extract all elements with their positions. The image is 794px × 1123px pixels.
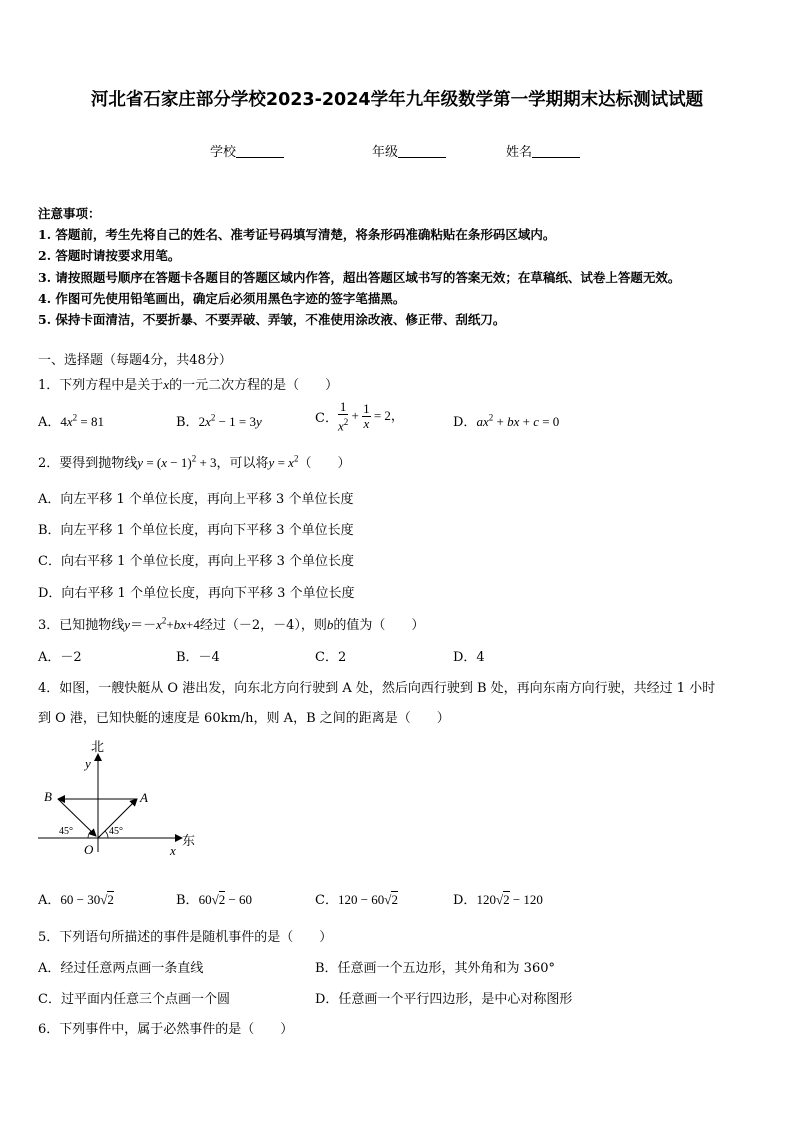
q2-option-b: B．向左平移 1 个单位长度，再向下平移 3 个单位长度 [38, 523, 354, 538]
grade-field [372, 141, 446, 160]
q5-option-c: C．过平面内任意三个点画一个圆 [38, 992, 230, 1007]
note-item: 1. 答题前，考生先将自己的姓名、准考证号码填写清楚，将条形码准确粘贴在条形码区域内。 [38, 227, 556, 243]
school-field [210, 141, 284, 160]
angle-arc-right [105, 831, 108, 838]
angle-arc-left [88, 831, 91, 838]
q2-option-c: C．向右平移 1 个单位长度，再向上平移 3 个单位长度 [38, 554, 355, 569]
q2-option-a: A．向左平移 1 个单位长度，再向上平移 3 个单位长度 [38, 492, 354, 507]
page-title: 河北省石家庄部分学校2023-2024学年九年级数学第一学期期末达标测试试题 [90, 90, 704, 110]
q2-option-d: D．向右平移 1 个单位长度，再向下平移 3 个单位长度 [38, 586, 355, 601]
section-heading: 一、选择题（每题4分，共48分） [38, 353, 232, 368]
name-label: 姓名 [506, 145, 533, 160]
east-label: 东 [182, 833, 196, 848]
y-label: y [85, 756, 91, 771]
school-label: 学校 [210, 145, 237, 160]
x-label: x [170, 843, 176, 858]
question-4-line2: 到 O 港，已知快艇的速度是 60km/h，则 A，B 之间的距离是（ ） [38, 711, 450, 726]
q4-option-d: D．120√2 − 120 [453, 892, 543, 908]
q1-option-d: D．$ax^2$ + bx + c = 0 [453, 412, 560, 430]
q5-option-d: D．任意画一个平行四边形，是中心对称图形 [315, 992, 573, 1007]
question-1-stem: 1．下列方程中是关于x的一元二次方程的是（ ） [38, 377, 339, 393]
q1-option-a: A．$4x^2 = 81$ [38, 412, 105, 430]
note-item: 4. 作图可先使用铅笔画出，确定后必须用黑色字迹的签字笔描黑。 [38, 290, 406, 306]
q4-option-a: A．60 − 30√2 [38, 892, 114, 908]
point-a-label: A [140, 790, 148, 805]
north-label: 北 [91, 739, 105, 754]
school-blank [236, 145, 284, 158]
angle-label-right: 45° [109, 826, 123, 837]
q5-option-b: B．任意画一个五边形，其外角和为 360° [315, 961, 555, 976]
note-item: 5. 保持卡面清洁，不要折暴、不要弄破、弄皱，不准使用涂改液、修正带、刮纸刀。 [38, 312, 506, 328]
point-b-label: B [44, 789, 52, 804]
question-2-stem: 2．要得到抛物线$y = (x - 1)^2 + 3$，可以将$y = x^2$（ ） [38, 453, 351, 471]
name-field [506, 141, 580, 160]
note-item: 2. 答题时请按要求用笔。 [38, 248, 181, 264]
q4-option-c: C．120 − 60√2 [315, 892, 398, 908]
q3-option-a: A．－2 [38, 650, 82, 665]
q3-option-b: B．－4 [176, 650, 220, 665]
question-6-stem: 6．下列事件中，属于必然事件的是（ ） [38, 1022, 294, 1037]
notes-block [38, 203, 680, 330]
note-item: 3. 请按照题号顺序在答题卡各题目的答题区域内作答，超出答题区域书写的答案无效；在草稿纸、试卷上答题无效。 [38, 269, 681, 285]
q3-option-d: D．4 [453, 650, 485, 665]
question-4-line1: 4．如图，一艘快艇从 O 港出发，向东北方向行驶到 A 处，然后向西行驶到 B 处，再向东南方向行驶，共经过 1 小时 [38, 681, 716, 696]
q3-option-c: C．2 [315, 650, 347, 665]
angle-label-left: 45° [59, 826, 73, 837]
grade-label: 年级 [372, 145, 399, 160]
grade-blank [398, 145, 446, 158]
q4-figure [36, 738, 206, 860]
question-3-stem: 3．已知抛物线$y=-x^2+bx+4$经过（－2，－4），则b的值为（ ） [38, 615, 425, 633]
notes-heading: 注意事项： [38, 206, 101, 221]
q4-option-b: B．60√2 − 60 [176, 892, 253, 908]
q1-option-c: C． $\frac{1}{x^2}$ + $\frac{1}{x}$ = 2， [315, 399, 404, 434]
origin-label: O [84, 842, 94, 857]
name-blank [532, 145, 580, 158]
q5-option-a: A．经过任意两点画一条直线 [38, 961, 204, 976]
question-5-stem: 5．下列语句所描述的事件是随机事件的是（ ） [38, 930, 333, 945]
q1-option-b: B．$2x^2 - 1 = 3y$ [176, 412, 262, 430]
